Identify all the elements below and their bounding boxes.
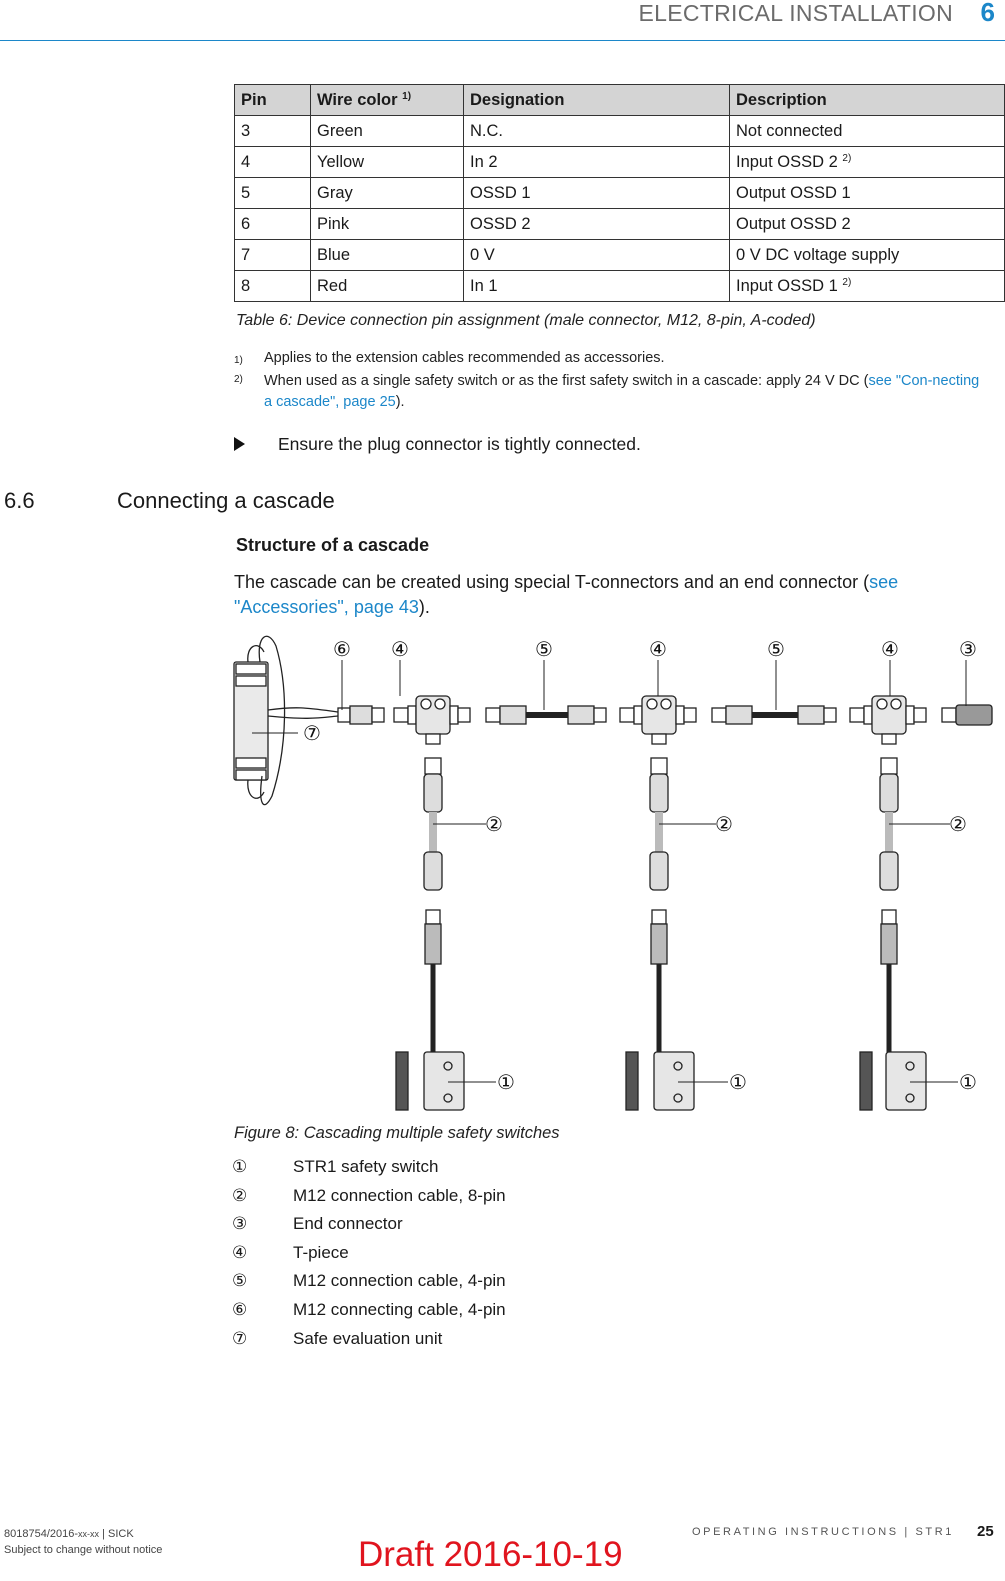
footnote-ref: 2) xyxy=(842,152,852,164)
col-header-description: Description xyxy=(730,85,1005,116)
legend-text: STR1 safety switch xyxy=(293,1157,439,1176)
cell-designation: In 1 xyxy=(464,271,730,302)
legend-number: ⑥ xyxy=(232,1300,248,1319)
table-row xyxy=(235,271,1005,302)
cell-pin: 6 xyxy=(235,209,311,240)
cell-description: Output OSSD 2 xyxy=(730,209,1005,240)
footnote-ref: 1) xyxy=(402,90,412,102)
instruction-text: Ensure the plug connector is tightly connected. xyxy=(278,434,641,454)
callout-2: ② xyxy=(949,812,967,836)
footnote-1-mark: 1) xyxy=(234,355,243,366)
callout-2: ② xyxy=(715,812,733,836)
callout-7: ⑦ xyxy=(303,721,321,745)
table-caption: Table 6: Device connection pin assignment (male connector, M12, 8-pin, A-coded) xyxy=(236,312,816,329)
footer-notice: Subject to change without notice xyxy=(4,1544,163,1556)
footnote-2-text: When used as a single safety switch or as the first safety switch in a cascade: apply 24 V DC (see "Con-necting a cascade", page 25). xyxy=(264,373,980,410)
cell-designation: OSSD 2 xyxy=(464,209,730,240)
legend-number: ① xyxy=(232,1157,248,1176)
callout-4: ④ xyxy=(649,637,667,661)
legend-number: ④ xyxy=(232,1242,248,1262)
table-row xyxy=(235,209,1005,240)
legend-text: M12 connection cable, 4-pin xyxy=(293,1271,506,1291)
cell-pin: 4 xyxy=(235,147,311,178)
cell-designation: N.C. xyxy=(464,116,730,147)
callout-6: ⑥ xyxy=(333,637,351,661)
callout-1: ① xyxy=(497,1070,515,1094)
t-piece-1 xyxy=(416,696,450,744)
col-header-pin: Pin xyxy=(235,85,311,116)
table-row xyxy=(235,240,1005,271)
table-row xyxy=(235,178,1005,209)
subsection-title: Structure of a cascade xyxy=(236,535,430,555)
t-piece-3 xyxy=(872,696,906,744)
footnote-ref: 2) xyxy=(842,276,852,288)
legend-number: ② xyxy=(232,1185,248,1205)
body-paragraph: The cascade can be created using special T-connectors and an end connector (see "Accessories", page 43). xyxy=(234,572,899,617)
cascade-diagram xyxy=(228,626,1005,1120)
table-header-row xyxy=(235,85,1005,116)
t-piece-2 xyxy=(642,696,676,744)
legend-number: ⑦ xyxy=(232,1328,248,1348)
callout-4: ④ xyxy=(881,637,899,661)
section-number: 6.6 xyxy=(4,488,35,513)
callout-1: ① xyxy=(729,1070,747,1094)
cell-wire-color: Blue xyxy=(311,240,464,271)
bullet-arrow-icon xyxy=(234,437,246,451)
cell-pin: 7 xyxy=(235,240,311,271)
legend-number: ⑤ xyxy=(232,1271,248,1291)
cell-designation: In 2 xyxy=(464,147,730,178)
cell-designation: OSSD 1 xyxy=(464,178,730,209)
cell-description: 0 V DC voltage supply xyxy=(730,240,1005,271)
running-header-title: ELECTRICAL INSTALLATION xyxy=(638,0,953,26)
header-rule xyxy=(0,40,1005,41)
col-header-wire-color-label: Wire color xyxy=(317,90,398,109)
legend-text: M12 connection cable, 8-pin xyxy=(293,1185,506,1205)
page-number: 25 xyxy=(977,1523,994,1540)
cell-pin: 3 xyxy=(235,116,311,147)
col-header-designation: Designation xyxy=(464,85,730,116)
legend-number: ③ xyxy=(232,1214,248,1234)
end-connector-drawing xyxy=(956,705,992,725)
section-title: Connecting a cascade xyxy=(117,488,335,513)
evaluation-unit-drawing xyxy=(234,636,338,804)
callout-4: ④ xyxy=(391,637,409,661)
cell-description: Not connected xyxy=(730,116,1005,147)
legend-text: T-piece xyxy=(293,1242,349,1262)
legend-text: End connector xyxy=(293,1214,403,1234)
cell-description: Output OSSD 1 xyxy=(730,178,1005,209)
cell-description: Input OSSD 1 $^{2)}$ xyxy=(730,271,1005,302)
cell-wire-color: Green xyxy=(311,116,464,147)
footer-manual-title: OPERATING INSTRUCTIONS | STR1 xyxy=(692,1526,955,1538)
footnote-2-mark: 2) xyxy=(234,374,243,385)
draft-watermark: Draft 2016-10-19 xyxy=(358,1535,623,1574)
footnote-1-text: Applies to the extension cables recommended as accessories. xyxy=(264,350,665,366)
document-id: 8018754/2016-xx-xx | SICK xyxy=(4,1528,134,1540)
cell-wire-color: Pink xyxy=(311,209,464,240)
footnote-2-link[interactable]: see "Con-necting a cascade", page 25 xyxy=(264,373,980,410)
callout-5: ⑤ xyxy=(535,637,553,661)
col-header-wire-color xyxy=(311,85,464,116)
callout-2: ② xyxy=(485,812,503,836)
chapter-number: 6 xyxy=(980,0,995,27)
callout-3: ③ xyxy=(959,637,977,661)
callout-1: ① xyxy=(959,1070,977,1094)
table-row xyxy=(235,147,1005,178)
cell-designation: 0 V xyxy=(464,240,730,271)
callout-5: ⑤ xyxy=(767,637,785,661)
cell-wire-color: Yellow xyxy=(311,147,464,178)
table-row xyxy=(235,116,1005,147)
cell-pin: 5 xyxy=(235,178,311,209)
pin-assignment-table xyxy=(234,84,1005,302)
legend-text: Safe evaluation unit xyxy=(293,1328,443,1348)
cell-description: Input OSSD 2 $^{2)}$ xyxy=(730,147,1005,178)
cell-wire-color: Gray xyxy=(311,178,464,209)
legend-text: M12 connecting cable, 4-pin xyxy=(293,1300,506,1319)
cell-wire-color: Red xyxy=(311,271,464,302)
figure-caption: Figure 8: Cascading multiple safety switches xyxy=(234,1124,560,1142)
cell-pin: 8 xyxy=(235,271,311,302)
accessories-link[interactable]: see "Accessories", page 43 xyxy=(234,572,899,617)
